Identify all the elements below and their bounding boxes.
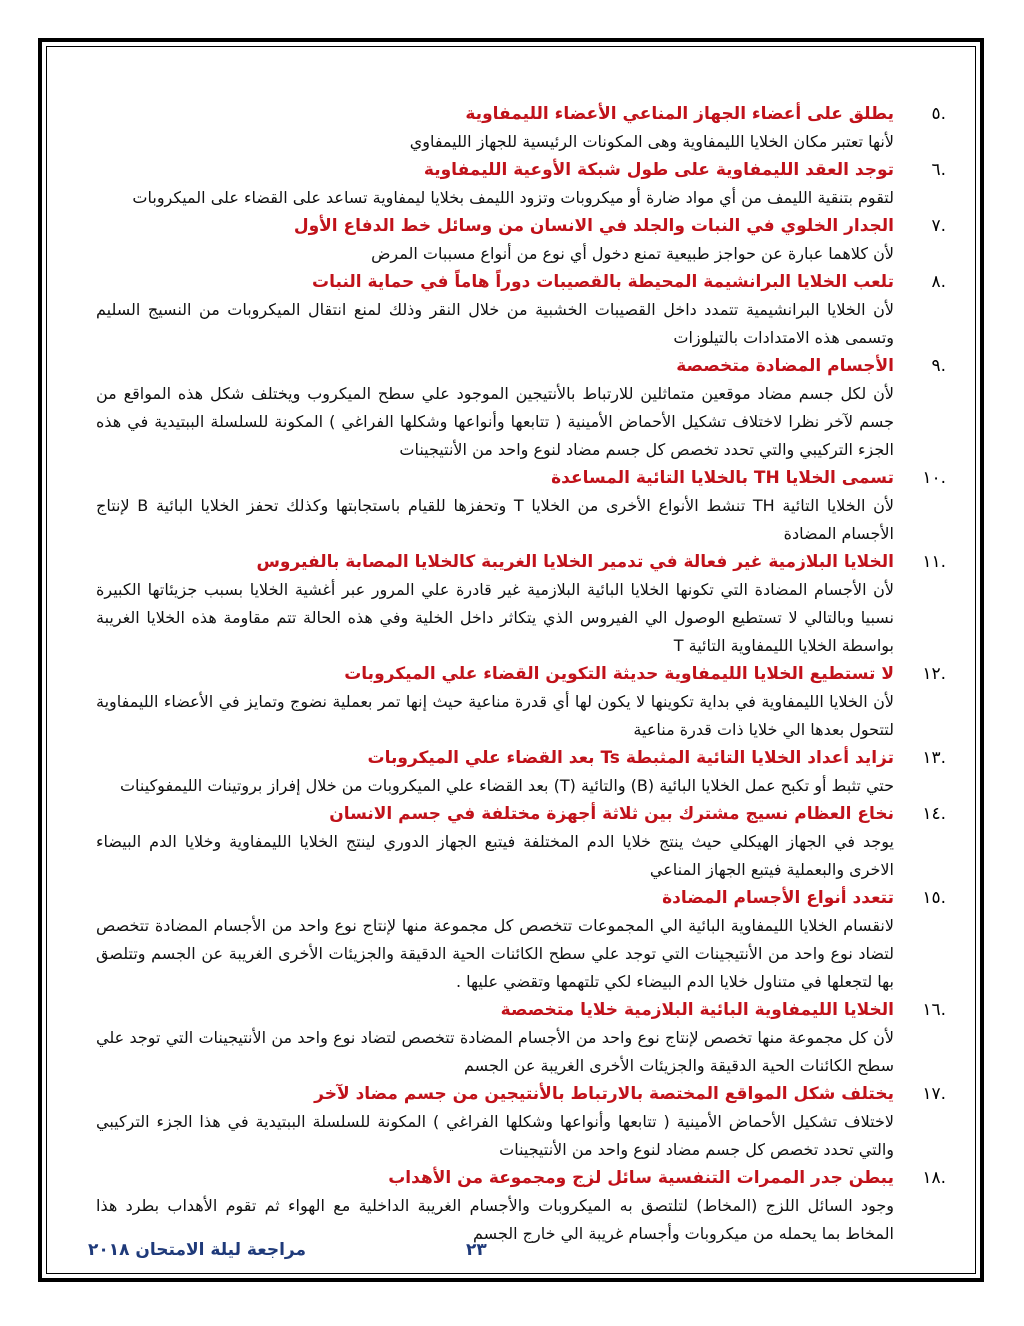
item-number: .١٦: [922, 1000, 946, 1020]
answer-text: لأن الخلايا البرانشيمية تتمدد داخل القصيبات الخشبية من خلال النقر وذلك لمنع انتقال الميكروبات من النسيج السليم وتسمى هذه الامتدادات بالتيلوزات: [96, 300, 894, 347]
question-text: نخاع العظام نسيج مشترك بين ثلاثة أجهزة مختلفة في جسم الانسان: [329, 804, 894, 824]
item-number: .١١: [922, 552, 946, 572]
footer-title: مراجعة ليلة الامتحان ٢٠١٨: [87, 1240, 306, 1260]
question-list: [96, 100, 946, 1248]
question-text: لا تستطيع الخلايا الليمفاوية حديثة التكوين القضاء علي الميكروبات: [344, 664, 894, 684]
answer-text: لأن الخلايا الليمفاوية في بداية تكوينها لا يكون لها أي قدرة مناعية حيث إنها تمر بعملية نضوج وتمايز في الأعضاء الليمفاوية لتتحول بعدها الي خلايا ذات قدرة مناعية: [96, 692, 894, 739]
answer-text: لأن الخلايا التائية TH تنشط الأنواع الأخرى من الخلايا T وتحفزها للقيام باستجابتها وكذلك تحفز الخلايا البائية B لإنتاج الأجسام المضادة: [96, 496, 894, 543]
question-text: تلعب الخلايا البرانشيمة المحيطة بالقصيبات دوراً هاماً في حماية النبات: [312, 272, 894, 292]
list-item: [96, 800, 946, 884]
list-item: [96, 352, 946, 464]
question-text: الجدار الخلوي في النبات والجلد في الانسان من وسائل خط الدفاع الأول: [293, 216, 894, 236]
list-item: [96, 660, 946, 744]
question-text: تزايد أعداد الخلايا التائية المثبطة Ts بعد القضاء علي الميكروبات: [367, 748, 894, 768]
list-item: [96, 744, 946, 800]
item-number: .١٤: [922, 804, 946, 824]
item-number: .١٥: [922, 888, 946, 908]
answer-text: وجود السائل اللزج (المخاط) لتلتصق به الميكروبات والأجسام الغريبة الداخلية مع الهواء ثم تقوم الأهداب بطرد هذا المخاط بما يحمله من ميكروبات وأجسام غريبة الي خارج الجسم: [96, 1196, 894, 1243]
question-text: يبطن جدر الممرات التنفسية سائل لزج ومجموعة من الأهداب: [388, 1168, 894, 1188]
item-number: .٨: [931, 272, 946, 292]
question-text: الأجسام المضادة متخصصة: [676, 356, 894, 376]
item-number: .١٢: [922, 664, 946, 684]
answer-text: لأن كلاهما عبارة عن حواجز طبيعية تمنع دخول أي نوع من أنواع مسببات المرض: [371, 244, 894, 263]
question-text: الخلايا البلازمية غير فعالة في تدمير الخلايا الغريبة كالخلايا المصابة بالفيروس: [256, 552, 894, 572]
item-number: .٩: [931, 356, 946, 376]
item-number: .١٣: [922, 748, 946, 768]
answer-text: لاختلاف تشكيل الأحماض الأمينية ( تتابعها وأنواعها وشكلها الفراغي ) المكونة للسلسلة الببتيدية في هذا الجزء التركيبي والتي تحدد تخصص كل جسم مضاد لنوع واحد من الأنتيجينات: [96, 1112, 894, 1159]
answer-text: حتي تثبط أو تكبح عمل الخلايا البائية (B) والتائية (T) بعد القضاء علي الميكروبات من خلال إفراز بروتينات الليمفوكينات: [119, 776, 894, 795]
question-text: تتعدد أنواع الأجسام المضادة: [662, 888, 894, 908]
page-number: ٢٣: [466, 1240, 487, 1260]
list-item: [96, 884, 946, 996]
item-number: .٧: [931, 216, 946, 236]
answer-text: لأنها تعتبر مكان الخلايا الليمفاوية وهى المكونات الرئيسية للجهاز الليمفاوي: [409, 132, 894, 151]
question-text: توجد العقد الليمفاوية على طول شبكة الأوعية الليمفاوية: [423, 160, 894, 180]
list-item: [96, 156, 946, 212]
list-item: [96, 100, 946, 156]
answer-text: لأن الأجسام المضادة التي تكونها الخلايا البائية البلازمية غير قادرة علي المرور عبر أغشية الخلايا بسبب جزيئاتها الكبيرة نسبيا وبالتالي لا تستطيع الوصول الي الفيروس الذي يتكاثر داخل الخلية وفي هذه الحالة تتم مقاومة هذه الخلايا الغريبة بواسطة الخلايا الليمفاوية التائية T: [96, 580, 894, 655]
item-number: .١٨: [922, 1168, 946, 1188]
question-text: تسمى الخلايا TH بالخلايا التائية المساعدة: [551, 468, 894, 488]
answer-text: لأن كل مجموعة منها تخصص لإنتاج نوع واحد من الأجسام المضادة تتخصص لتضاد نوع واحد من الأنتيجينات التي توجد علي سطح الكائنات الحية الدقيقة والجزيئات الأخرى الغريبة عن الجسم: [96, 1028, 894, 1075]
list-item: [96, 548, 946, 660]
answer-text: لتقوم بتنقية الليمف من أي مواد ضارة أو ميكروبات وتزود الليمف بخلايا ليمفاوية تساعد على القضاء على الميكروبات: [132, 188, 894, 207]
item-number: .٥: [931, 104, 946, 124]
page-footer: [87, 1240, 946, 1266]
list-item: [96, 464, 946, 548]
item-number: .١٧: [922, 1084, 946, 1104]
answer-text: لانقسام الخلايا الليمفاوية البائية الي المجموعات تتخصص كل مجموعة منها لإنتاج نوع واحد من الأجسام المضادة تتخصص لتضاد نوع واحد من الأنتيجينات التي توجد علي سطح الكائنات الحية الدقيقة والجزيئات الأخرى الغريبة عن الجسم وتتلصق بها لتجعلها في متناول خلايا الدم البيضاء لكي تلتهمها وتقضي عليها .: [96, 916, 894, 991]
answer-text: لأن لكل جسم مضاد موقعين متماثلين للارتباط بالأنتيجين الموجود علي سطح الميكروب ويختلف شكل هذه المواقع من جسم لآخر نظرا لاختلاف تشكيل الأحماض الأمينية ( تتابعها وأنواعها وشكلها الفراغي ) المكونة للسلسلة الببتيدية في هذه الجزء التركيبي والتي تحدد تخصص كل جسم مضاد لنوع واحد من الأنتيجينات: [96, 384, 894, 459]
list-item: [96, 996, 946, 1080]
item-number: .١٠: [922, 468, 946, 488]
answer-text: يوجد في الجهاز الهيكلي حيث ينتج خلايا الدم المختلفة فيتبع الجهاز الدوري لينتج الخلايا الليمفاوية وخلايا الدم البيضاء الاخرى والبعملية فيتبع الجهاز المناعي: [96, 832, 894, 879]
list-item: [96, 212, 946, 268]
question-text: الخلايا الليمفاوية البائية البلازمية خلايا متخصصة: [500, 1000, 894, 1020]
list-item: [96, 1164, 946, 1248]
question-text: يطلق على أعضاء الجهاز المناعي الأعضاء الليمفاوية: [465, 104, 894, 124]
item-number: .٦: [931, 160, 946, 180]
question-text: يختلف شكل المواقع المختصة بالارتباط بالأنتيجين من جسم مضاد لآخر: [314, 1084, 894, 1104]
list-item: [96, 268, 946, 352]
list-item: [96, 1080, 946, 1164]
